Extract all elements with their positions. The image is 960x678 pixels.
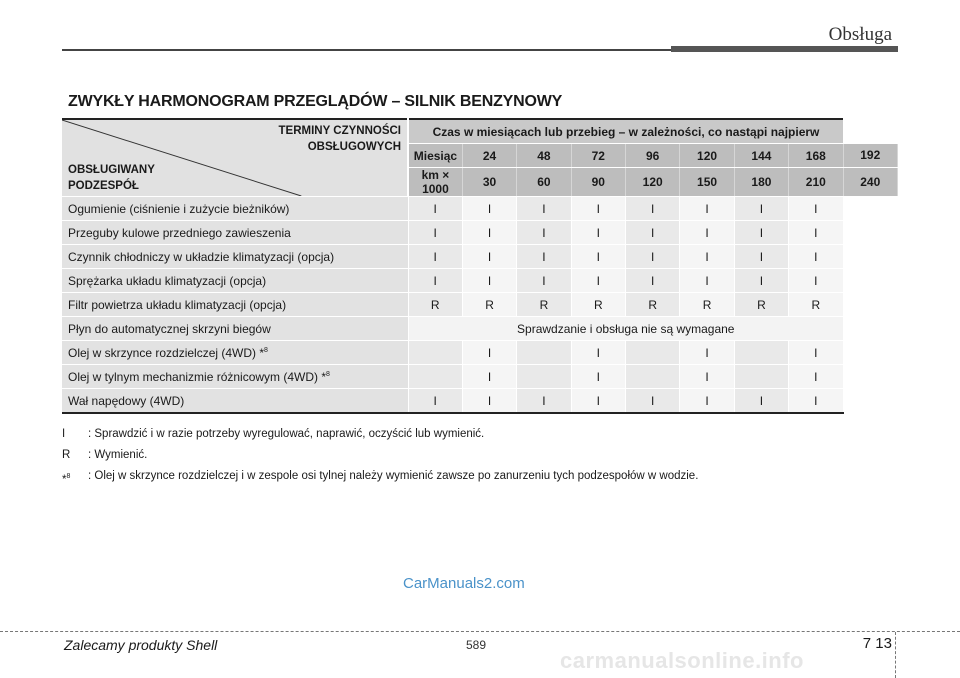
month-header-cell: 96 bbox=[626, 144, 680, 168]
service-action-cell bbox=[408, 365, 462, 389]
component-name: Wał napędowy (4WD) bbox=[62, 389, 408, 414]
service-action-cell: I bbox=[408, 269, 462, 293]
service-action-cell: I bbox=[571, 245, 625, 269]
table-row bbox=[62, 245, 898, 269]
footer-dash-divider bbox=[895, 632, 896, 678]
service-action-cell: I bbox=[789, 341, 843, 365]
table-corner-header bbox=[62, 119, 408, 197]
service-action-cell: I bbox=[734, 269, 788, 293]
maintenance-schedule-table bbox=[62, 118, 898, 414]
service-action-cell bbox=[517, 365, 571, 389]
service-action-cell: R bbox=[789, 293, 843, 317]
km-header-cell: 60 bbox=[517, 168, 571, 197]
service-action-cell: I bbox=[571, 365, 625, 389]
service-action-cell: I bbox=[789, 269, 843, 293]
service-action-cell: I bbox=[571, 221, 625, 245]
month-header-cell: 192 bbox=[843, 144, 898, 168]
footnote-mark: 8 bbox=[264, 346, 268, 354]
service-action-cell: I bbox=[680, 221, 734, 245]
service-action-cell: I bbox=[462, 197, 516, 221]
chapter-page: 7 13 bbox=[862, 635, 892, 652]
service-action-cell: I bbox=[517, 389, 571, 414]
page-number: 589 bbox=[466, 638, 487, 652]
service-action-cell: I bbox=[408, 389, 462, 414]
service-action-cell: I bbox=[626, 269, 680, 293]
service-action-cell: I bbox=[734, 245, 788, 269]
month-header-cell: 48 bbox=[517, 144, 571, 168]
footnote-mark: 8 bbox=[66, 473, 71, 480]
service-action-cell: I bbox=[789, 389, 843, 414]
service-action-cell: I bbox=[680, 365, 734, 389]
legend-text: : Olej w skrzynce rozdzielczej i w zespole osi tylnej należy wymienić zawsze po zanurzeniu tych podzespołów w wodzie. bbox=[88, 470, 699, 482]
table-row bbox=[62, 317, 898, 341]
service-action-cell: I bbox=[789, 245, 843, 269]
component-name: Przeguby kulowe przedniego zawieszenia bbox=[62, 221, 408, 245]
not-required-note: Sprawdzanie i obsługa nie są wymagane bbox=[408, 317, 843, 341]
service-action-cell: I bbox=[734, 197, 788, 221]
component-name: Czynnik chłodniczy w układzie klimatyzacji (opcja) bbox=[62, 245, 408, 269]
table-row bbox=[62, 341, 898, 365]
service-action-cell: I bbox=[626, 245, 680, 269]
km-header-cell: 90 bbox=[571, 168, 625, 197]
table-row bbox=[62, 365, 898, 389]
footnote-mark: 8 bbox=[326, 370, 330, 378]
service-action-cell: I bbox=[462, 269, 516, 293]
section-title: Obsługa bbox=[828, 24, 892, 45]
legend-key: *$^8$ bbox=[62, 473, 71, 486]
legend-item bbox=[62, 424, 698, 445]
table-row bbox=[62, 269, 898, 293]
interval-header: Czas w miesiącach lub przebieg – w zależności, co nastąpi najpierw bbox=[408, 119, 843, 144]
km-header-cell: 30 bbox=[462, 168, 516, 197]
site-watermark: carmanualsonline.info bbox=[560, 648, 804, 673]
component-name: Filtr powietrza układu klimatyzacji (opcja) bbox=[62, 293, 408, 317]
service-action-cell: R bbox=[680, 293, 734, 317]
service-action-cell: I bbox=[571, 389, 625, 414]
legend-item bbox=[62, 445, 698, 466]
service-action-cell: I bbox=[462, 389, 516, 414]
legend-key: I bbox=[62, 428, 66, 440]
service-action-cell: I bbox=[626, 389, 680, 414]
header-rule bbox=[62, 49, 671, 51]
service-action-cell: I bbox=[734, 389, 788, 414]
table-row bbox=[62, 389, 898, 414]
corner-top-label: TERMINY CZYNNOŚCI OBSŁUGOWYCH bbox=[278, 125, 401, 153]
service-action-cell: I bbox=[571, 341, 625, 365]
km-label: km × 1000 bbox=[408, 168, 462, 197]
watermark: CarManuals2.com bbox=[403, 575, 525, 592]
service-action-cell: I bbox=[626, 221, 680, 245]
service-action-cell: I bbox=[462, 365, 516, 389]
component-name: Olej w skrzynce rozdzielczej (4WD) *$^8$ bbox=[62, 341, 408, 365]
service-action-cell: I bbox=[571, 269, 625, 293]
service-action-cell bbox=[626, 365, 680, 389]
header-rule-accent bbox=[671, 46, 898, 52]
service-action-cell: I bbox=[789, 221, 843, 245]
service-action-cell: I bbox=[462, 221, 516, 245]
service-action-cell: I bbox=[680, 341, 734, 365]
legend-text: : Wymienić. bbox=[88, 449, 148, 461]
month-label: Miesiąc bbox=[408, 144, 462, 168]
component-name: Sprężarka układu klimatyzacji (opcja) bbox=[62, 269, 408, 293]
schedule-title: ZWYKŁY HARMONOGRAM PRZEGLĄDÓW – SILNIK BENZYNOWY bbox=[68, 93, 563, 110]
service-action-cell bbox=[408, 341, 462, 365]
service-action-cell: I bbox=[789, 197, 843, 221]
service-action-cell: I bbox=[408, 197, 462, 221]
service-action-cell: I bbox=[462, 245, 516, 269]
component-name: Płyn do automatycznej skrzyni biegów bbox=[62, 317, 408, 341]
km-header-cell: 240 bbox=[843, 168, 898, 197]
month-header-cell: 24 bbox=[462, 144, 516, 168]
service-action-cell: I bbox=[462, 341, 516, 365]
month-header-cell: 168 bbox=[789, 144, 843, 168]
service-action-cell: R bbox=[517, 293, 571, 317]
service-action-cell: R bbox=[462, 293, 516, 317]
service-action-cell: R bbox=[408, 293, 462, 317]
km-header-cell: 180 bbox=[734, 168, 788, 197]
service-action-cell: I bbox=[626, 197, 680, 221]
service-action-cell: I bbox=[408, 221, 462, 245]
service-action-cell bbox=[517, 341, 571, 365]
service-action-cell: I bbox=[571, 197, 625, 221]
km-header-cell: 150 bbox=[680, 168, 734, 197]
km-header-cell: 210 bbox=[789, 168, 843, 197]
service-action-cell: R bbox=[734, 293, 788, 317]
month-header-cell: 72 bbox=[571, 144, 625, 168]
legend-key: R bbox=[62, 449, 71, 461]
legend-text: : Sprawdzić i w razie potrzeby wyregulować, naprawić, oczyścić lub wymienić. bbox=[88, 428, 485, 440]
component-name: Olej w tylnym mechanizmie różnicowym (4WD) *$^8$ bbox=[62, 365, 408, 389]
service-action-cell: I bbox=[680, 389, 734, 414]
service-action-cell: I bbox=[680, 245, 734, 269]
service-action-cell: I bbox=[517, 245, 571, 269]
service-action-cell: I bbox=[408, 245, 462, 269]
service-action-cell bbox=[734, 365, 788, 389]
table-row bbox=[62, 293, 898, 317]
corner-bottom-label: OBSŁUGIWANY PODZESPÓŁ bbox=[68, 164, 155, 192]
service-action-cell: R bbox=[571, 293, 625, 317]
service-action-cell: I bbox=[517, 269, 571, 293]
service-action-cell: I bbox=[517, 221, 571, 245]
service-action-cell: R bbox=[626, 293, 680, 317]
footer-divider bbox=[0, 631, 960, 632]
component-name: Ogumienie (ciśnienie i zużycie bieżników) bbox=[62, 197, 408, 221]
table-row bbox=[62, 221, 898, 245]
legend-item bbox=[62, 466, 698, 491]
legend-notes bbox=[62, 424, 698, 491]
service-action-cell bbox=[734, 341, 788, 365]
service-action-cell: I bbox=[680, 269, 734, 293]
table-row bbox=[62, 197, 898, 221]
service-action-cell: I bbox=[789, 365, 843, 389]
service-action-cell: I bbox=[517, 197, 571, 221]
service-action-cell: I bbox=[680, 197, 734, 221]
month-header-cell: 120 bbox=[680, 144, 734, 168]
service-action-cell bbox=[626, 341, 680, 365]
km-header-cell: 120 bbox=[626, 168, 680, 197]
footer-brand-text: Zalecamy produkty Shell bbox=[64, 637, 218, 653]
service-action-cell: I bbox=[734, 221, 788, 245]
month-header-cell: 144 bbox=[734, 144, 788, 168]
